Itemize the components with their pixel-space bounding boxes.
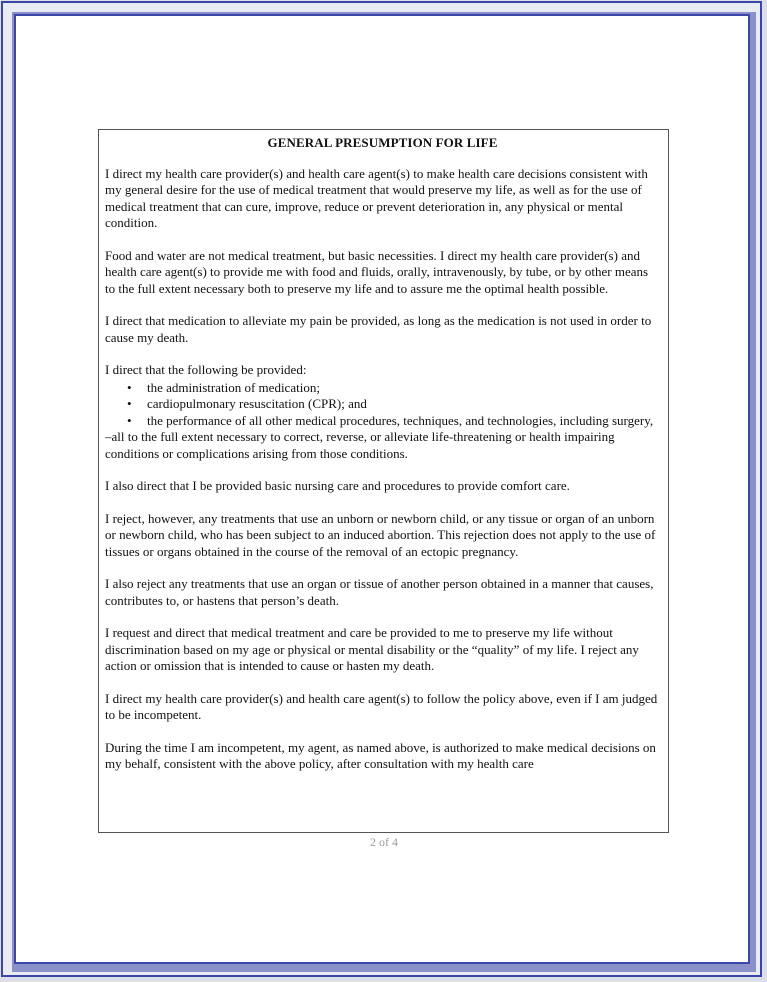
provisions-list xyxy=(105,380,660,430)
list-outro: –all to the full extent necessary to correct, reverse, or alleviate life-threatening or health impairing conditions or complications arising from those conditions. xyxy=(105,429,615,461)
paragraph-pain-medication: I direct that medication to alleviate my pain be provided, as long as the medication is not used in order to cause my death. xyxy=(105,313,652,345)
list-item: • the performance of all other medical procedures, techniques, and technologies, including surgery, xyxy=(147,413,660,430)
paragraph-incompetent-policy: I direct my health care provider(s) and health care agent(s) to follow the policy above, even if I am judged to be incompetent. xyxy=(105,690,658,722)
paragraph-nursing-care: I also direct that I be provided basic nursing care and procedures to provide comfort care. xyxy=(105,478,570,493)
list-intro: I direct that the following be provided: xyxy=(105,362,307,377)
paragraph-agent-authority: During the time I am incompetent, my agent, as named above, is authorized to make medical decisions on my behalf, consistent with the above policy, after consultation with my health care xyxy=(105,739,656,771)
document-page xyxy=(14,14,750,964)
paragraph-food-water: Food and water are not medical treatment, but basic necessities. I direct my health care provider(s) and health care agent(s) to provide me with food and fluids, orally, intravenously, by tube, or by other means to the full extent necessary both to preserve my life and to assure me the optimal health possible. xyxy=(105,247,649,296)
page-indicator: 2 of 4 xyxy=(370,835,398,849)
paragraph-reject-abortion-tissue: I reject, however, any treatments that use an unborn or newborn child, or any tissue or organ of an unborn or newborn child, who has been subject to an induced abortion. This rejection does not apply to the use of tissues or organs obtained in the course of the removal of an ectopic pregnancy. xyxy=(105,510,656,559)
document-content-box xyxy=(98,129,669,833)
paragraph-no-discrimination: I request and direct that medical treatment and care be provided to me to preserve my life without discrimination based on my age or physical or mental disability or the “quality” of my life. I reject any action or omission that is intended to cause or hasten my death. xyxy=(105,625,639,673)
list-item: • cardiopulmonary resuscitation (CPR); and xyxy=(147,396,660,413)
paragraph-reject-organ: I also reject any treatments that use an organ or tissue of another person obtained in a manner that causes, contributes to, or hastens that person’s death. xyxy=(105,576,654,608)
list-item: • the administration of medication; xyxy=(147,380,660,397)
paragraph-general-desire: I direct my health care provider(s) and health care agent(s) to make health care decisions consistent with my general desire for the use of medical treatment that would preserve my life, as well as for the use of medical treatment that can cure, improve, reduce or prevent deterioration in, any physical or mental condition. xyxy=(105,165,648,230)
document-title: GENERAL PRESUMPTION FOR LIFE xyxy=(267,135,498,150)
